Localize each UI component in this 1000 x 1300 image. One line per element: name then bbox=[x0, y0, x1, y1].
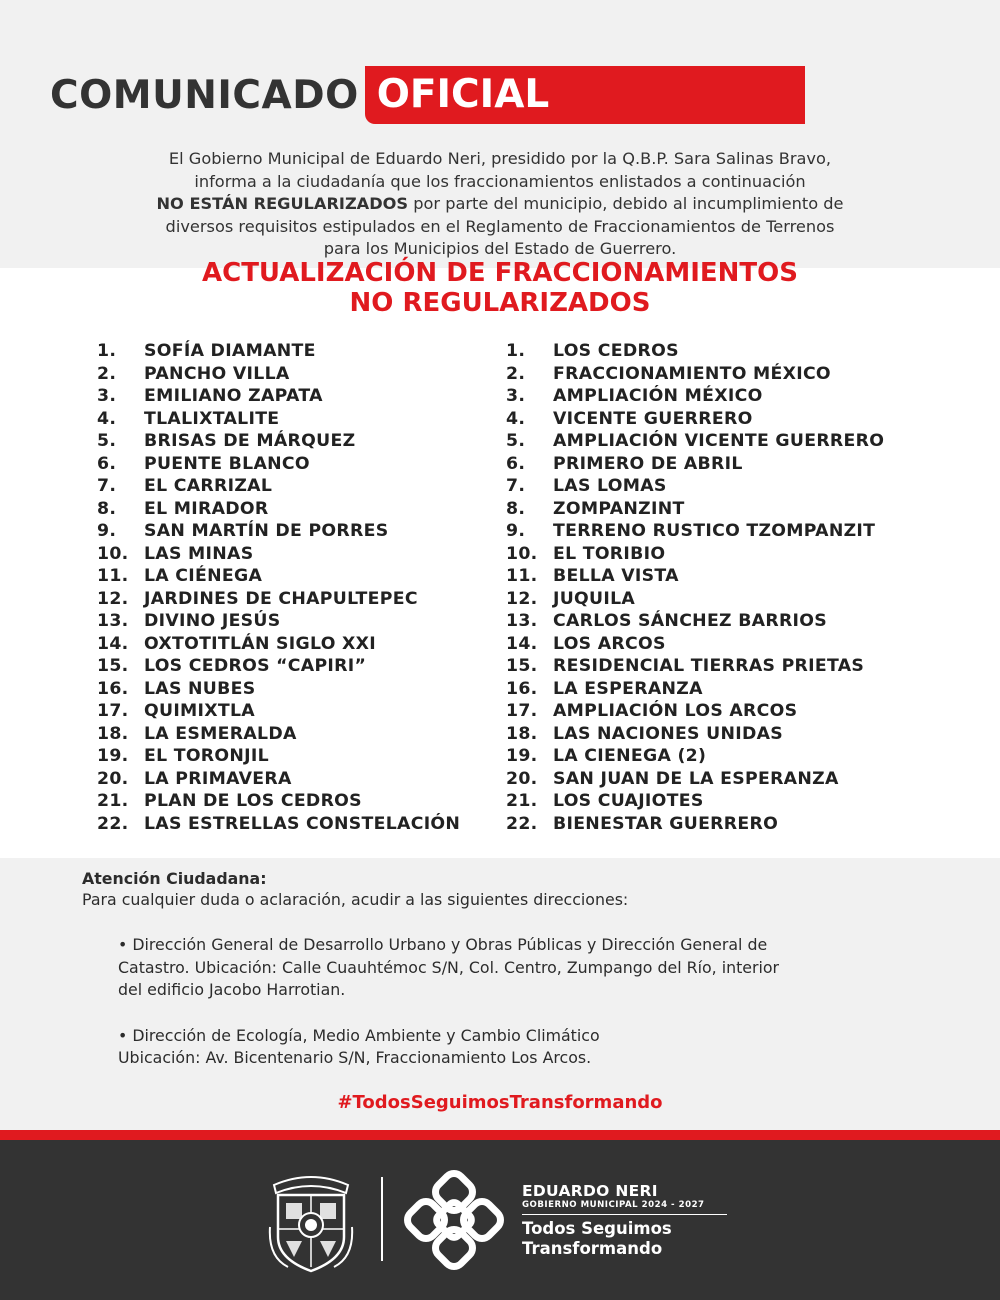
list-item bbox=[506, 408, 926, 431]
item-name: EMILIANO ZAPATA bbox=[144, 386, 323, 406]
item-name: LA CIÉNEGA bbox=[144, 566, 263, 586]
item-number: 5. bbox=[506, 431, 526, 451]
list-item bbox=[506, 813, 926, 836]
list-item bbox=[97, 475, 497, 498]
item-name: EL TORIBIO bbox=[553, 543, 666, 564]
item-number: 18. bbox=[506, 723, 538, 744]
item-name: JARDINES DE CHAPULTEPEC bbox=[144, 588, 418, 609]
item-name: OXTOTITLÁN SIGLO XXI bbox=[144, 633, 376, 654]
list-item bbox=[506, 745, 926, 768]
item-number: 2. bbox=[506, 363, 526, 384]
address-line: • Dirección de Ecología, Medio Ambiente y Cambio Climático bbox=[118, 1025, 600, 1045]
item-number: 16. bbox=[97, 678, 129, 699]
item-name: EL TORONJIL bbox=[144, 746, 269, 766]
item-number: 3. bbox=[506, 386, 526, 406]
list-item bbox=[97, 678, 497, 701]
item-number: 13. bbox=[97, 611, 129, 631]
list-item bbox=[97, 408, 497, 431]
list-item bbox=[506, 610, 926, 633]
list-title-line: NO REGULARIZADOS bbox=[349, 288, 651, 318]
item-number: 8. bbox=[97, 498, 117, 519]
item-number: 12. bbox=[506, 588, 538, 609]
intro-line: El Gobierno Municipal de Eduardo Neri, presidido por la Q.B.P. Sara Salinas Bravo, bbox=[168, 149, 832, 168]
list-item bbox=[506, 655, 926, 678]
title-accent: OFICIAL bbox=[365, 66, 805, 124]
list-item bbox=[506, 340, 926, 363]
item-number: 20. bbox=[97, 768, 129, 789]
eternal-knot-logo-icon bbox=[404, 1170, 504, 1270]
item-name: FRACCIONAMIENTO MÉXICO bbox=[553, 363, 831, 384]
list-item bbox=[97, 610, 497, 633]
item-number: 4. bbox=[97, 408, 117, 429]
intro-line bbox=[90, 193, 910, 216]
item-name: LAS ESTRELLAS CONSTELACIÓN bbox=[144, 813, 461, 834]
footer bbox=[0, 1140, 1000, 1300]
item-number: 6. bbox=[97, 453, 117, 474]
item-number: 7. bbox=[97, 476, 117, 496]
item-number: 22. bbox=[506, 813, 538, 834]
left-list bbox=[97, 340, 497, 835]
list-item bbox=[97, 723, 497, 746]
item-number: 1. bbox=[97, 341, 117, 361]
item-number: 22. bbox=[97, 813, 129, 834]
list-item bbox=[97, 543, 497, 566]
page-header bbox=[50, 66, 805, 124]
slogan-line: Todos Seguimos bbox=[522, 1219, 672, 1238]
list-title bbox=[100, 258, 900, 318]
intro-emphasis: NO ESTÁN REGULARIZADOS bbox=[156, 194, 409, 213]
item-name: PRIMERO DE ABRIL bbox=[553, 453, 743, 474]
list-item bbox=[97, 655, 497, 678]
item-name: BELLA VISTA bbox=[553, 566, 679, 586]
intro-line: informa a la ciudadanía que los fraccionamientos enlistados a continuación bbox=[194, 171, 806, 191]
item-name: PANCHO VILLA bbox=[144, 363, 290, 384]
list-item bbox=[506, 700, 926, 723]
list-item bbox=[506, 363, 926, 386]
item-name: ZOMPANZINT bbox=[553, 498, 685, 519]
item-number: 9. bbox=[506, 521, 526, 541]
list-item bbox=[97, 430, 497, 453]
brand-name: EDUARDO NERI bbox=[522, 1182, 658, 1200]
list-item bbox=[506, 498, 926, 521]
list-item bbox=[506, 385, 926, 408]
item-number: 15. bbox=[97, 656, 129, 676]
item-name: VICENTE GUERRERO bbox=[553, 408, 753, 429]
item-name: SOFÍA DIAMANTE bbox=[144, 341, 316, 361]
list-title-line: ACTUALIZACIÓN DE FRACCIONAMIENTOS bbox=[201, 258, 798, 288]
intro-paragraph bbox=[90, 148, 910, 261]
item-name: DIVINO JESÚS bbox=[144, 611, 281, 631]
item-name: LAS MINAS bbox=[144, 543, 254, 564]
list-item bbox=[506, 475, 926, 498]
item-number: 19. bbox=[97, 746, 129, 766]
item-name: RESIDENCIAL TIERRAS PRIETAS bbox=[553, 656, 865, 676]
list-item bbox=[97, 588, 497, 611]
item-name: LA CIENEGA (2) bbox=[553, 746, 707, 766]
item-name: CARLOS SÁNCHEZ BARRIOS bbox=[553, 611, 828, 631]
list-item bbox=[97, 768, 497, 791]
item-number: 21. bbox=[97, 791, 129, 811]
item-number: 17. bbox=[97, 701, 129, 721]
item-name: AMPLIACIÓN VICENTE GUERRERO bbox=[553, 431, 885, 451]
item-name: EL CARRIZAL bbox=[144, 476, 273, 496]
address-block bbox=[82, 934, 932, 1002]
list-item bbox=[97, 633, 497, 656]
item-name: TERRENO RUSTICO TZOMPANZIT bbox=[553, 521, 876, 541]
item-name: PUENTE BLANCO bbox=[144, 453, 310, 474]
item-number: 20. bbox=[506, 768, 538, 789]
right-list bbox=[506, 340, 926, 835]
item-name: LOS CEDROS “CAPIRI” bbox=[144, 656, 367, 676]
footer-brand bbox=[522, 1182, 727, 1259]
item-number: 6. bbox=[506, 453, 526, 474]
item-name: SAN JUAN DE LA ESPERANZA bbox=[553, 768, 839, 789]
list-item bbox=[97, 565, 497, 588]
item-name: LOS CUAJIOTES bbox=[553, 791, 704, 811]
list-item bbox=[506, 520, 926, 543]
list-item bbox=[506, 453, 926, 476]
item-number: 2. bbox=[97, 363, 117, 384]
item-number: 1. bbox=[506, 341, 526, 361]
attention-subheading: Para cualquier duda o aclaración, acudir a las siguientes direcciones: bbox=[82, 890, 629, 909]
item-name: SAN MARTÍN DE PORRES bbox=[144, 521, 389, 541]
list-item bbox=[506, 790, 926, 813]
item-number: 8. bbox=[506, 498, 526, 519]
list-item bbox=[506, 678, 926, 701]
list-item bbox=[97, 700, 497, 723]
item-number: 9. bbox=[97, 521, 117, 541]
citizen-attention bbox=[82, 868, 932, 1070]
item-number: 21. bbox=[506, 791, 538, 811]
item-number: 14. bbox=[97, 633, 129, 654]
item-name: EL MIRADOR bbox=[144, 498, 269, 519]
list-item bbox=[97, 790, 497, 813]
item-name: AMPLIACIÓN MÉXICO bbox=[553, 386, 763, 406]
address-line: del edificio Jacobo Harrotian. bbox=[118, 980, 346, 999]
municipal-seal-icon bbox=[268, 1167, 354, 1275]
item-number: 10. bbox=[506, 543, 538, 564]
item-name: JUQUILA bbox=[553, 588, 636, 609]
item-name: TLALIXTALITE bbox=[144, 408, 280, 429]
brand-subtitle: GOBIERNO MUNICIPAL 2024 - 2027 bbox=[522, 1200, 727, 1215]
address-line: Ubicación: Av. Bicentenario S/N, Fraccionamiento Los Arcos. bbox=[118, 1048, 592, 1067]
brand-slogan bbox=[522, 1219, 727, 1259]
title-main: COMUNICADO bbox=[50, 72, 359, 118]
item-name: LAS NUBES bbox=[144, 678, 256, 699]
list-item bbox=[97, 745, 497, 768]
list-item bbox=[506, 633, 926, 656]
item-number: 10. bbox=[97, 543, 129, 564]
address-line: • Dirección General de Desarrollo Urbano y Obras Públicas y Dirección General de bbox=[118, 935, 768, 954]
item-number: 11. bbox=[506, 566, 538, 586]
hashtag: #TodosSeguimosTransformando bbox=[337, 1092, 663, 1113]
list-item bbox=[506, 565, 926, 588]
footer-stripe bbox=[0, 1130, 1000, 1140]
item-name: LA ESPERANZA bbox=[553, 678, 703, 699]
item-name: LA ESMERALDA bbox=[144, 723, 297, 744]
intro-line: diversos requisitos estipulados en el Reglamento de Fraccionamientos de Terrenos bbox=[165, 216, 835, 236]
list-item bbox=[506, 588, 926, 611]
address-block bbox=[82, 1025, 932, 1070]
item-number: 18. bbox=[97, 723, 129, 744]
intro-line: para los Municipios del Estado de Guerrero. bbox=[323, 239, 677, 258]
item-number: 7. bbox=[506, 476, 526, 496]
address-line: Catastro. Ubicación: Calle Cuauhtémoc S/N, Col. Centro, Zumpango del Río, interior bbox=[118, 957, 780, 977]
attention-heading: Atención Ciudadana: bbox=[82, 869, 267, 888]
item-name: AMPLIACIÓN LOS ARCOS bbox=[553, 701, 798, 721]
footer-divider bbox=[381, 1177, 383, 1261]
item-number: 12. bbox=[97, 588, 129, 609]
item-number: 13. bbox=[506, 611, 538, 631]
item-name: LOS CEDROS bbox=[553, 341, 679, 361]
item-number: 15. bbox=[506, 656, 538, 676]
item-name: BRISAS DE MÁRQUEZ bbox=[144, 431, 356, 451]
item-name: LAS LOMAS bbox=[553, 476, 667, 496]
item-name: LA PRIMAVERA bbox=[144, 768, 292, 789]
item-name: BIENESTAR GUERRERO bbox=[553, 813, 779, 834]
item-number: 3. bbox=[97, 386, 117, 406]
item-name: PLAN DE LOS CEDROS bbox=[144, 791, 362, 811]
item-number: 14. bbox=[506, 633, 538, 654]
item-name: QUIMIXTLA bbox=[144, 701, 255, 721]
list-item bbox=[97, 363, 497, 386]
item-number: 5. bbox=[97, 431, 117, 451]
item-number: 17. bbox=[506, 701, 538, 721]
item-number: 4. bbox=[506, 408, 526, 429]
list-item bbox=[506, 723, 926, 746]
list-item bbox=[506, 430, 926, 453]
item-name: LOS ARCOS bbox=[553, 633, 666, 654]
list-item bbox=[97, 453, 497, 476]
item-number: 16. bbox=[506, 678, 538, 699]
list-item bbox=[97, 340, 497, 363]
list-item bbox=[97, 498, 497, 521]
item-number: 11. bbox=[97, 566, 129, 586]
slogan-line: Transformando bbox=[522, 1239, 663, 1258]
item-number: 19. bbox=[506, 746, 538, 766]
intro-line-rest: por parte del municipio, debido al incumplimiento de bbox=[408, 194, 844, 213]
list-item bbox=[97, 813, 497, 836]
item-name: LAS NACIONES UNIDAS bbox=[553, 723, 784, 744]
list-item bbox=[97, 520, 497, 543]
list-item bbox=[97, 385, 497, 408]
list-item bbox=[506, 768, 926, 791]
list-item bbox=[506, 543, 926, 566]
